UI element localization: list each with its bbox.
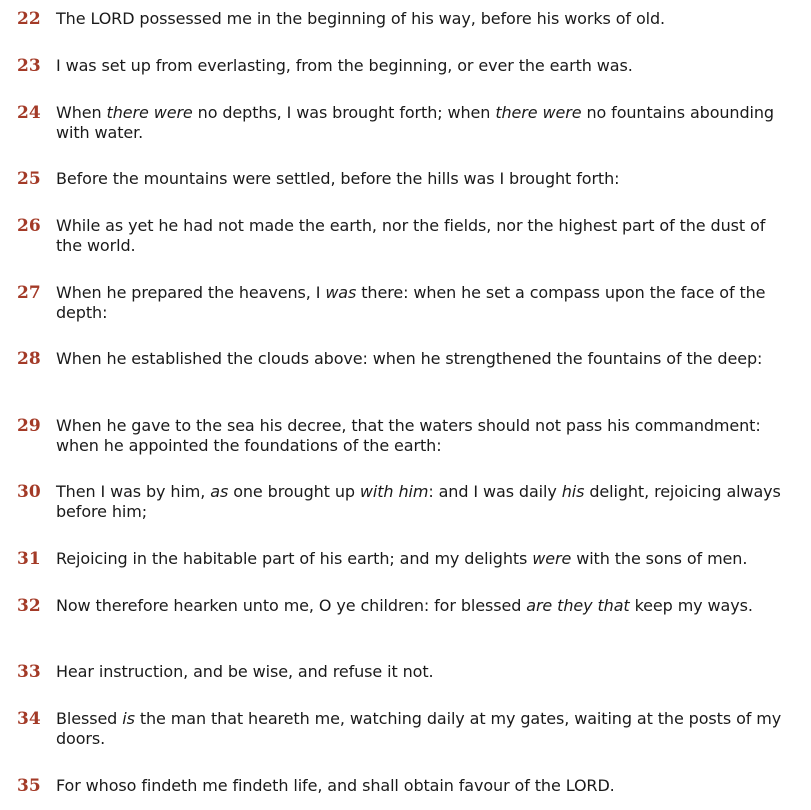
verse-number: 35: [17, 776, 41, 796]
text-segment: with the sons of men.: [571, 549, 748, 568]
text-segment: When he established the clouds above: when he strengthened the fountains of the deep:: [56, 349, 763, 368]
text-segment: there: when he set a compass upon the face of the depth:: [56, 283, 766, 322]
text-segment: Hear instruction, and be wise, and refuse it not.: [56, 662, 434, 681]
verse-number: 27: [17, 283, 41, 303]
italic-segment: with him: [359, 482, 429, 501]
text-segment: no fountains abounding with water.: [56, 103, 774, 142]
text-segment: I was set up from everlasting, from the beginning, or ever the earth was.: [56, 56, 633, 75]
verse-text: [56, 709, 784, 749]
verse-text: [56, 9, 784, 29]
italic-segment: there were: [106, 103, 193, 122]
text-segment: For whoso findeth me findeth life, and shall obtain favour of the LORD.: [56, 776, 615, 795]
text-segment: one brought up: [228, 482, 360, 501]
verse-number: 30: [17, 482, 41, 502]
italic-segment: his: [561, 482, 585, 501]
italic-segment: there were: [495, 103, 582, 122]
text-segment: keep my ways.: [629, 596, 753, 615]
verse-text: [56, 549, 784, 569]
verse-text: [56, 283, 784, 323]
verse-text: [56, 776, 784, 796]
verse-number: 29: [17, 416, 41, 436]
verse-number: 31: [17, 549, 41, 569]
verse-number: 23: [17, 56, 41, 76]
verse-text: [56, 103, 784, 143]
verse-text: [56, 216, 784, 256]
verse-text: [56, 349, 784, 369]
text-segment: Now therefore hearken unto me, O ye children: for blessed: [56, 596, 527, 615]
text-segment: Blessed: [56, 709, 123, 728]
text-segment: delight, rejoicing always before him;: [56, 482, 781, 521]
text-segment: When he prepared the heavens, I: [56, 283, 326, 302]
verse-text: [56, 56, 784, 76]
verse-number: 33: [17, 662, 41, 682]
verse-number: 25: [17, 169, 41, 189]
verse-text: [56, 169, 784, 189]
italic-segment: were: [532, 549, 572, 568]
verse-text: [56, 482, 784, 522]
verse-number: 28: [17, 349, 41, 369]
text-segment: Before the mountains were settled, before the hills was I brought forth:: [56, 169, 620, 188]
text-segment: Then I was by him,: [56, 482, 211, 501]
text-segment: While as yet he had not made the earth, nor the fields, nor the highest part of the dust of the world.: [56, 216, 766, 255]
verse-number: 26: [17, 216, 41, 236]
verse-text: [56, 596, 784, 616]
text-segment: Rejoicing in the habitable part of his earth; and my delights: [56, 549, 533, 568]
verse-number: 32: [17, 596, 41, 616]
verse-text: [56, 416, 784, 456]
verse-number: 34: [17, 709, 41, 729]
italic-segment: is: [122, 709, 135, 728]
verse-text: [56, 662, 784, 682]
text-segment: When he gave to the sea his decree, that the waters should not pass his commandment: when he appointed the foundations of the earth:: [56, 416, 761, 455]
text-segment: The LORD possessed me in the beginning of his way, before his works of old.: [56, 9, 666, 28]
text-segment: : and I was daily: [428, 482, 562, 501]
italic-segment: as: [210, 482, 229, 501]
italic-segment: are they that: [526, 596, 630, 615]
text-segment: no depths, I was brought forth; when: [192, 103, 496, 122]
text-segment: the man that heareth me, watching daily at my gates, waiting at the posts of my doors.: [56, 709, 782, 748]
italic-segment: was: [325, 283, 357, 302]
verse-number: 22: [17, 9, 41, 29]
text-segment: When: [56, 103, 107, 122]
verse-number: 24: [17, 103, 41, 123]
